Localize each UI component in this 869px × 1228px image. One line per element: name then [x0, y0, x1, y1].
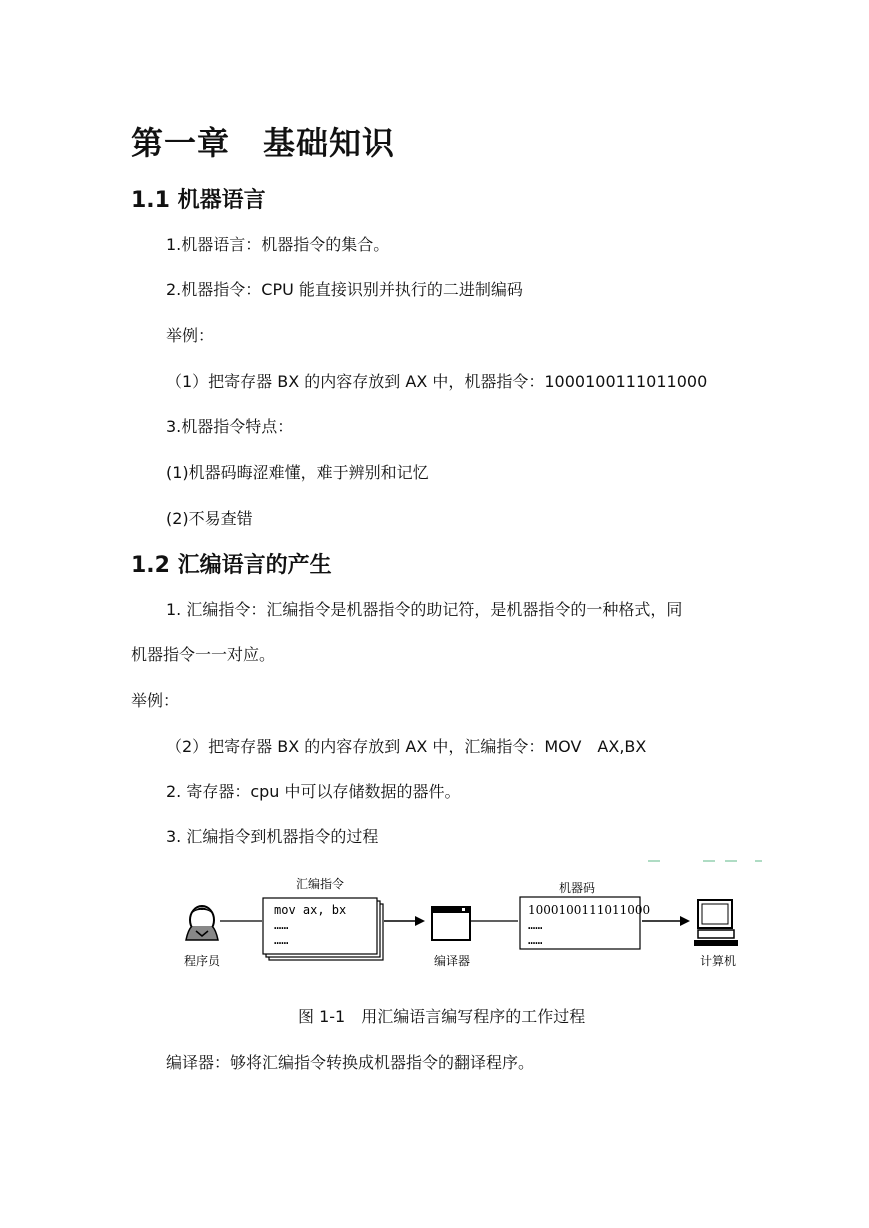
compiler-icon — [432, 907, 470, 940]
paragraph-example-2: （2）把寄存器 BX 的内容存放到 AX 中，汇编指令：MOV AX,BX — [166, 737, 647, 756]
paragraph-example-1: （1）把寄存器 BX 的内容存放到 AX 中，机器指令：1000100111011000 — [166, 372, 708, 391]
asm-title: 汇编指令 — [295, 877, 345, 891]
paragraph-features: 3.机器指令特点： — [166, 417, 294, 436]
machine-dots-2: …… — [528, 933, 543, 947]
machine-dots-1: …… — [528, 918, 543, 932]
paragraph-register: 2. 寄存器：cpu 中可以存储数据的器件。 — [166, 782, 461, 801]
section-heading-1-1: 1.1 机器语言 — [131, 188, 266, 213]
machine-code: 1000100111011000 — [528, 903, 651, 917]
computer-label: 计算机 — [699, 954, 737, 968]
arrow-head-1 — [415, 916, 425, 926]
section-heading-1-2: 1.2 汇编语言的产生 — [131, 553, 332, 578]
paragraph-process: 3. 汇编指令到机器指令的过程 — [166, 827, 379, 846]
computer-icon — [694, 900, 738, 946]
paragraph-feature-2: (2)不易查错 — [166, 509, 253, 528]
paragraph-example-label-2: 举例： — [131, 691, 180, 710]
compiler-label: 编译器 — [433, 954, 471, 968]
programmer-icon — [186, 906, 218, 940]
paragraph-machine-language: 1.机器语言：机器指令的集合。 — [166, 235, 390, 254]
paragraph-asm-instruction: 1. 汇编指令：汇编指令是机器指令的助记符，是机器指令的一种格式，同 — [166, 600, 683, 619]
paragraph-feature-1: (1)机器码晦涩难懂，难于辨别和记忆 — [166, 463, 429, 482]
programmer-label: 程序员 — [183, 954, 221, 968]
paragraph-machine-instruction: 2.机器指令：CPU 能直接识别并执行的二进制编码 — [166, 280, 523, 299]
asm-dots-1: …… — [274, 918, 289, 932]
paragraph-compiler: 编译器：够将汇编指令转换成机器指令的翻译程序。 — [166, 1053, 535, 1072]
machine-title: 机器码 — [558, 881, 596, 895]
asm-code: mov ax, bx — [274, 903, 347, 917]
arrow-head-2 — [680, 916, 690, 926]
paragraph-asm-instruction-cont: 机器指令一一对应。 — [131, 645, 276, 664]
figure-caption: 图 1-1 用汇编语言编写程序的工作过程 — [298, 1007, 586, 1026]
process-figure — [170, 852, 780, 982]
asm-dots-2: …… — [274, 933, 289, 947]
paragraph-example-label: 举例： — [166, 326, 215, 345]
chapter-title: 第一章 基础知识 — [131, 124, 396, 162]
